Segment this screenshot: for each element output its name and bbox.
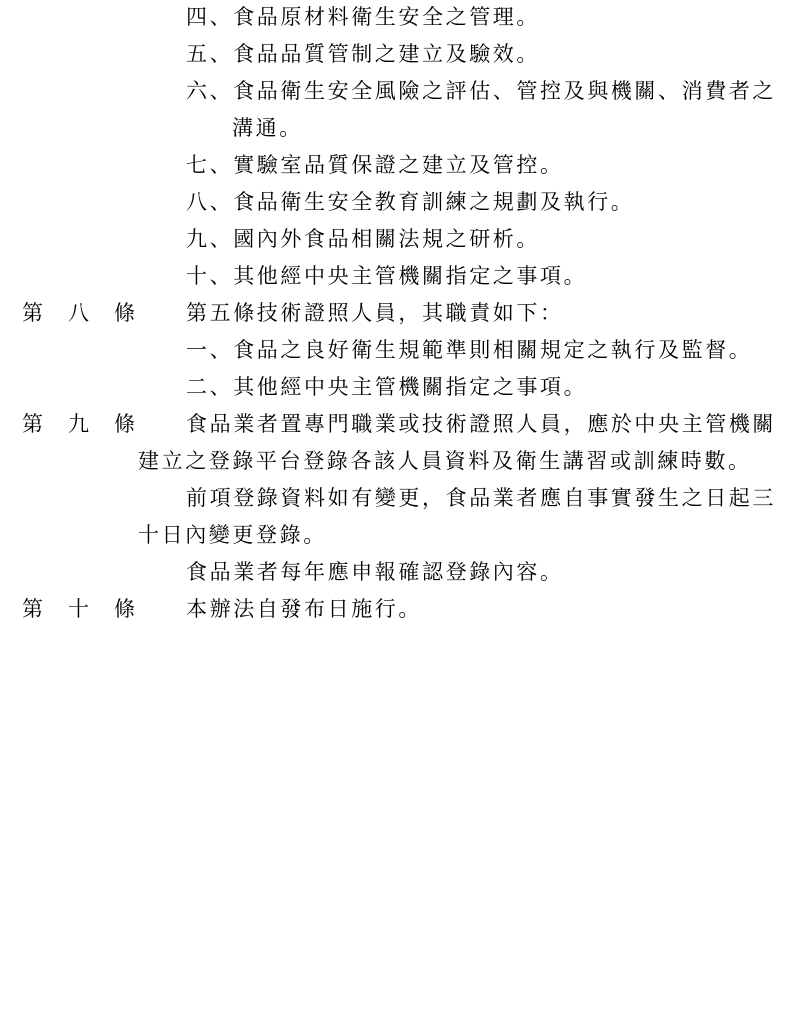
article-8-text: 第五條技術證照人員，其職責如下： xyxy=(186,301,564,325)
item-6: 六、食品衛生安全風險之評估、管控及與機關、消費者之 xyxy=(186,79,776,103)
item-7: 七、實驗室品質保證之建立及管控。 xyxy=(186,153,564,177)
article-9-paragraph-2: 前項登錄資料如有變更，食品業者應自事實發生之日起三 xyxy=(186,486,776,510)
article-9-label: 第 九 條 xyxy=(22,412,138,436)
article-9-paragraph-1-continuation: 建立之登錄平台登錄各該人員資料及衛生講習或訓練時數。 xyxy=(138,449,752,473)
item-8: 八、食品衛生安全教育訓練之規劃及執行。 xyxy=(186,190,635,214)
article-10-label: 第 十 條 xyxy=(22,597,138,621)
item-10: 十、其他經中央主管機關指定之事項。 xyxy=(186,264,588,288)
item-4: 四、食品原材料衛生安全之管理。 xyxy=(186,5,540,29)
article-8-item-1: 一、食品之良好衛生規範準則相關規定之執行及監督。 xyxy=(186,338,753,362)
article-8-label: 第 八 條 xyxy=(22,301,138,325)
item-9: 九、國內外食品相關法規之研析。 xyxy=(186,227,540,251)
item-6-continuation: 溝通。 xyxy=(232,116,303,140)
article-8-item-2: 二、其他經中央主管機關指定之事項。 xyxy=(186,375,588,399)
article-9-paragraph-1: 食品業者置專門職業或技術證照人員，應於中央主管機關 xyxy=(186,412,776,436)
article-9-paragraph-2-continuation: 十日內變更登錄。 xyxy=(138,523,327,547)
item-5: 五、食品品質管制之建立及驗效。 xyxy=(186,42,540,66)
article-10-text: 本辦法自發布日施行。 xyxy=(186,597,422,621)
article-9-paragraph-3: 食品業者每年應申報確認登錄內容。 xyxy=(186,560,564,584)
